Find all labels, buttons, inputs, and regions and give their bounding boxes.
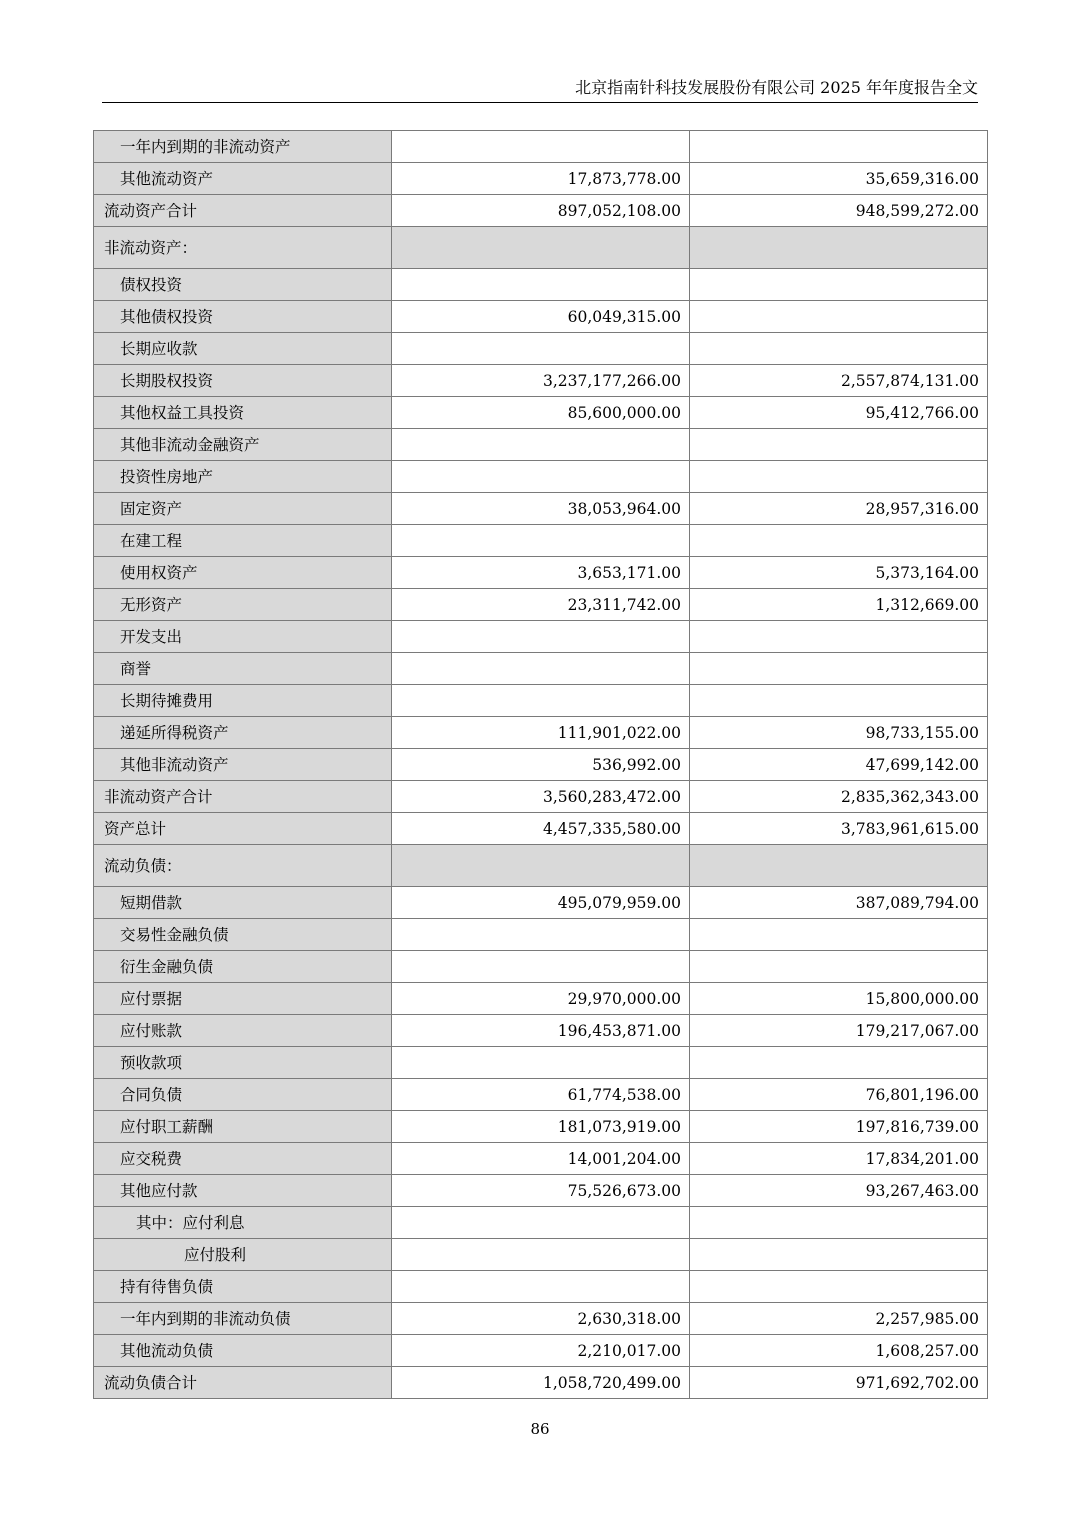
current-period-value: 2,630,318.00 — [392, 1303, 690, 1335]
row-label: 衍生金融负债 — [94, 951, 392, 983]
current-period-value: 38,053,964.00 — [392, 493, 690, 525]
prior-period-value — [690, 461, 988, 493]
prior-period-value — [690, 653, 988, 685]
prior-period-value — [690, 621, 988, 653]
row-label: 其他流动负债 — [94, 1335, 392, 1367]
prior-period-value: 76,801,196.00 — [690, 1079, 988, 1111]
row-label: 使用权资产 — [94, 557, 392, 589]
prior-period-value: 28,957,316.00 — [690, 493, 988, 525]
prior-period-value: 2,835,362,343.00 — [690, 781, 988, 813]
row-label: 其他应付款 — [94, 1175, 392, 1207]
table-row — [94, 621, 988, 653]
table-row — [94, 461, 988, 493]
row-label: 债权投资 — [94, 269, 392, 301]
current-period-value: 196,453,871.00 — [392, 1015, 690, 1047]
prior-period-value — [690, 1271, 988, 1303]
subtotal-row — [94, 1367, 988, 1399]
row-label: 长期应收款 — [94, 333, 392, 365]
prior-period-value: 17,834,201.00 — [690, 1143, 988, 1175]
prior-period-value — [690, 951, 988, 983]
table-row — [94, 1047, 988, 1079]
current-period-value — [392, 269, 690, 301]
prior-period-value: 47,699,142.00 — [690, 749, 988, 781]
table-row — [94, 269, 988, 301]
table-row — [94, 163, 988, 195]
prior-period-value: 3,783,961,615.00 — [690, 813, 988, 845]
prior-period-value — [690, 301, 988, 333]
table-row — [94, 653, 988, 685]
table-row — [94, 131, 988, 163]
row-label: 其他债权投资 — [94, 301, 392, 333]
current-period-value: 3,560,283,472.00 — [392, 781, 690, 813]
row-label: 其他非流动资产 — [94, 749, 392, 781]
table-row — [94, 685, 988, 717]
row-label: 一年内到期的非流动资产 — [94, 131, 392, 163]
current-period-value: 85,600,000.00 — [392, 397, 690, 429]
current-period-value: 111,901,022.00 — [392, 717, 690, 749]
prior-period-value — [690, 1207, 988, 1239]
table-row — [94, 557, 988, 589]
table-row — [94, 1111, 988, 1143]
current-period-value: 536,992.00 — [392, 749, 690, 781]
current-period-value — [392, 1239, 690, 1271]
current-period-value: 61,774,538.00 — [392, 1079, 690, 1111]
prior-period-value: 1,608,257.00 — [690, 1335, 988, 1367]
current-period-value: 60,049,315.00 — [392, 301, 690, 333]
row-label: 商誉 — [94, 653, 392, 685]
current-period-value: 181,073,919.00 — [392, 1111, 690, 1143]
current-period-value: 75,526,673.00 — [392, 1175, 690, 1207]
current-period-value — [392, 685, 690, 717]
row-label: 应付账款 — [94, 1015, 392, 1047]
table-row — [94, 1239, 988, 1271]
prior-period-value: 971,692,702.00 — [690, 1367, 988, 1399]
prior-period-value: 93,267,463.00 — [690, 1175, 988, 1207]
current-period-value — [392, 429, 690, 461]
section-label: 流动负债： — [94, 845, 392, 887]
row-label: 固定资产 — [94, 493, 392, 525]
prior-period-value — [690, 269, 988, 301]
table-row — [94, 717, 988, 749]
table-row — [94, 983, 988, 1015]
page-number: 86 — [530, 1420, 550, 1438]
row-label: 一年内到期的非流动负债 — [94, 1303, 392, 1335]
document-header: 北京指南针科技发展股份有限公司 2025 年年度报告全文 — [575, 78, 978, 97]
row-label: 其他流动资产 — [94, 163, 392, 195]
table-row — [94, 493, 988, 525]
table-row — [94, 1015, 988, 1047]
table-row — [94, 1175, 988, 1207]
prior-period-value: 179,217,067.00 — [690, 1015, 988, 1047]
current-period-value: 14,001,204.00 — [392, 1143, 690, 1175]
balance-sheet-table — [93, 130, 988, 1399]
table-row — [94, 1207, 988, 1239]
row-label: 非流动资产合计 — [94, 781, 392, 813]
prior-period-value — [690, 845, 988, 887]
prior-period-value: 2,257,985.00 — [690, 1303, 988, 1335]
row-label: 长期待摊费用 — [94, 685, 392, 717]
section-label: 非流动资产： — [94, 227, 392, 269]
subtotal-row — [94, 195, 988, 227]
current-period-value — [392, 1207, 690, 1239]
row-label: 资产总计 — [94, 813, 392, 845]
prior-period-value — [690, 919, 988, 951]
prior-period-value: 35,659,316.00 — [690, 163, 988, 195]
current-period-value: 3,237,177,266.00 — [392, 365, 690, 397]
table-row — [94, 1271, 988, 1303]
row-label: 其中：应付利息 — [94, 1207, 392, 1239]
row-label: 持有待售负债 — [94, 1271, 392, 1303]
row-label: 应付职工薪酬 — [94, 1111, 392, 1143]
current-period-value: 3,653,171.00 — [392, 557, 690, 589]
prior-period-value: 2,557,874,131.00 — [690, 365, 988, 397]
table-row — [94, 365, 988, 397]
table-row — [94, 1335, 988, 1367]
row-label: 投资性房地产 — [94, 461, 392, 493]
row-label: 合同负债 — [94, 1079, 392, 1111]
row-label: 预收款项 — [94, 1047, 392, 1079]
prior-period-value — [690, 525, 988, 557]
prior-period-value: 98,733,155.00 — [690, 717, 988, 749]
current-period-value: 495,079,959.00 — [392, 887, 690, 919]
current-period-value — [392, 333, 690, 365]
row-label: 流动负债合计 — [94, 1367, 392, 1399]
table-row — [94, 333, 988, 365]
row-label: 在建工程 — [94, 525, 392, 557]
prior-period-value — [690, 227, 988, 269]
table-row — [94, 887, 988, 919]
row-label: 其他非流动金融资产 — [94, 429, 392, 461]
row-label: 短期借款 — [94, 887, 392, 919]
table-row — [94, 919, 988, 951]
table-row — [94, 749, 988, 781]
row-label: 递延所得税资产 — [94, 717, 392, 749]
table-row — [94, 589, 988, 621]
section-header-row — [94, 845, 988, 887]
total-row — [94, 813, 988, 845]
current-period-value — [392, 621, 690, 653]
current-period-value — [392, 919, 690, 951]
current-period-value — [392, 461, 690, 493]
table-row — [94, 951, 988, 983]
row-label: 应付股利 — [94, 1239, 392, 1271]
current-period-value: 1,058,720,499.00 — [392, 1367, 690, 1399]
balance-sheet-body — [94, 131, 988, 1399]
prior-period-value: 197,816,739.00 — [690, 1111, 988, 1143]
prior-period-value — [690, 1047, 988, 1079]
prior-period-value: 387,089,794.00 — [690, 887, 988, 919]
prior-period-value — [690, 131, 988, 163]
table-row — [94, 301, 988, 333]
current-period-value: 2,210,017.00 — [392, 1335, 690, 1367]
prior-period-value — [690, 429, 988, 461]
prior-period-value — [690, 333, 988, 365]
current-period-value — [392, 1271, 690, 1303]
current-period-value: 23,311,742.00 — [392, 589, 690, 621]
current-period-value: 897,052,108.00 — [392, 195, 690, 227]
table-row — [94, 397, 988, 429]
table-row — [94, 429, 988, 461]
current-period-value — [392, 227, 690, 269]
table-row — [94, 1303, 988, 1335]
table-row — [94, 1079, 988, 1111]
prior-period-value: 5,373,164.00 — [690, 557, 988, 589]
row-label: 无形资产 — [94, 589, 392, 621]
row-label: 应交税费 — [94, 1143, 392, 1175]
current-period-value — [392, 1047, 690, 1079]
current-period-value: 17,873,778.00 — [392, 163, 690, 195]
prior-period-value: 15,800,000.00 — [690, 983, 988, 1015]
current-period-value: 29,970,000.00 — [392, 983, 690, 1015]
row-label: 流动资产合计 — [94, 195, 392, 227]
row-label: 其他权益工具投资 — [94, 397, 392, 429]
row-label: 开发支出 — [94, 621, 392, 653]
table-row — [94, 1143, 988, 1175]
prior-period-value — [690, 685, 988, 717]
section-header-row — [94, 227, 988, 269]
row-label: 长期股权投资 — [94, 365, 392, 397]
current-period-value — [392, 131, 690, 163]
current-period-value: 4,457,335,580.00 — [392, 813, 690, 845]
table-row — [94, 525, 988, 557]
prior-period-value: 948,599,272.00 — [690, 195, 988, 227]
row-label: 交易性金融负债 — [94, 919, 392, 951]
prior-period-value — [690, 1239, 988, 1271]
current-period-value — [392, 653, 690, 685]
header-rule — [102, 102, 978, 103]
row-label: 应付票据 — [94, 983, 392, 1015]
current-period-value — [392, 525, 690, 557]
current-period-value — [392, 951, 690, 983]
subtotal-row — [94, 781, 988, 813]
prior-period-value: 1,312,669.00 — [690, 589, 988, 621]
prior-period-value: 95,412,766.00 — [690, 397, 988, 429]
current-period-value — [392, 845, 690, 887]
